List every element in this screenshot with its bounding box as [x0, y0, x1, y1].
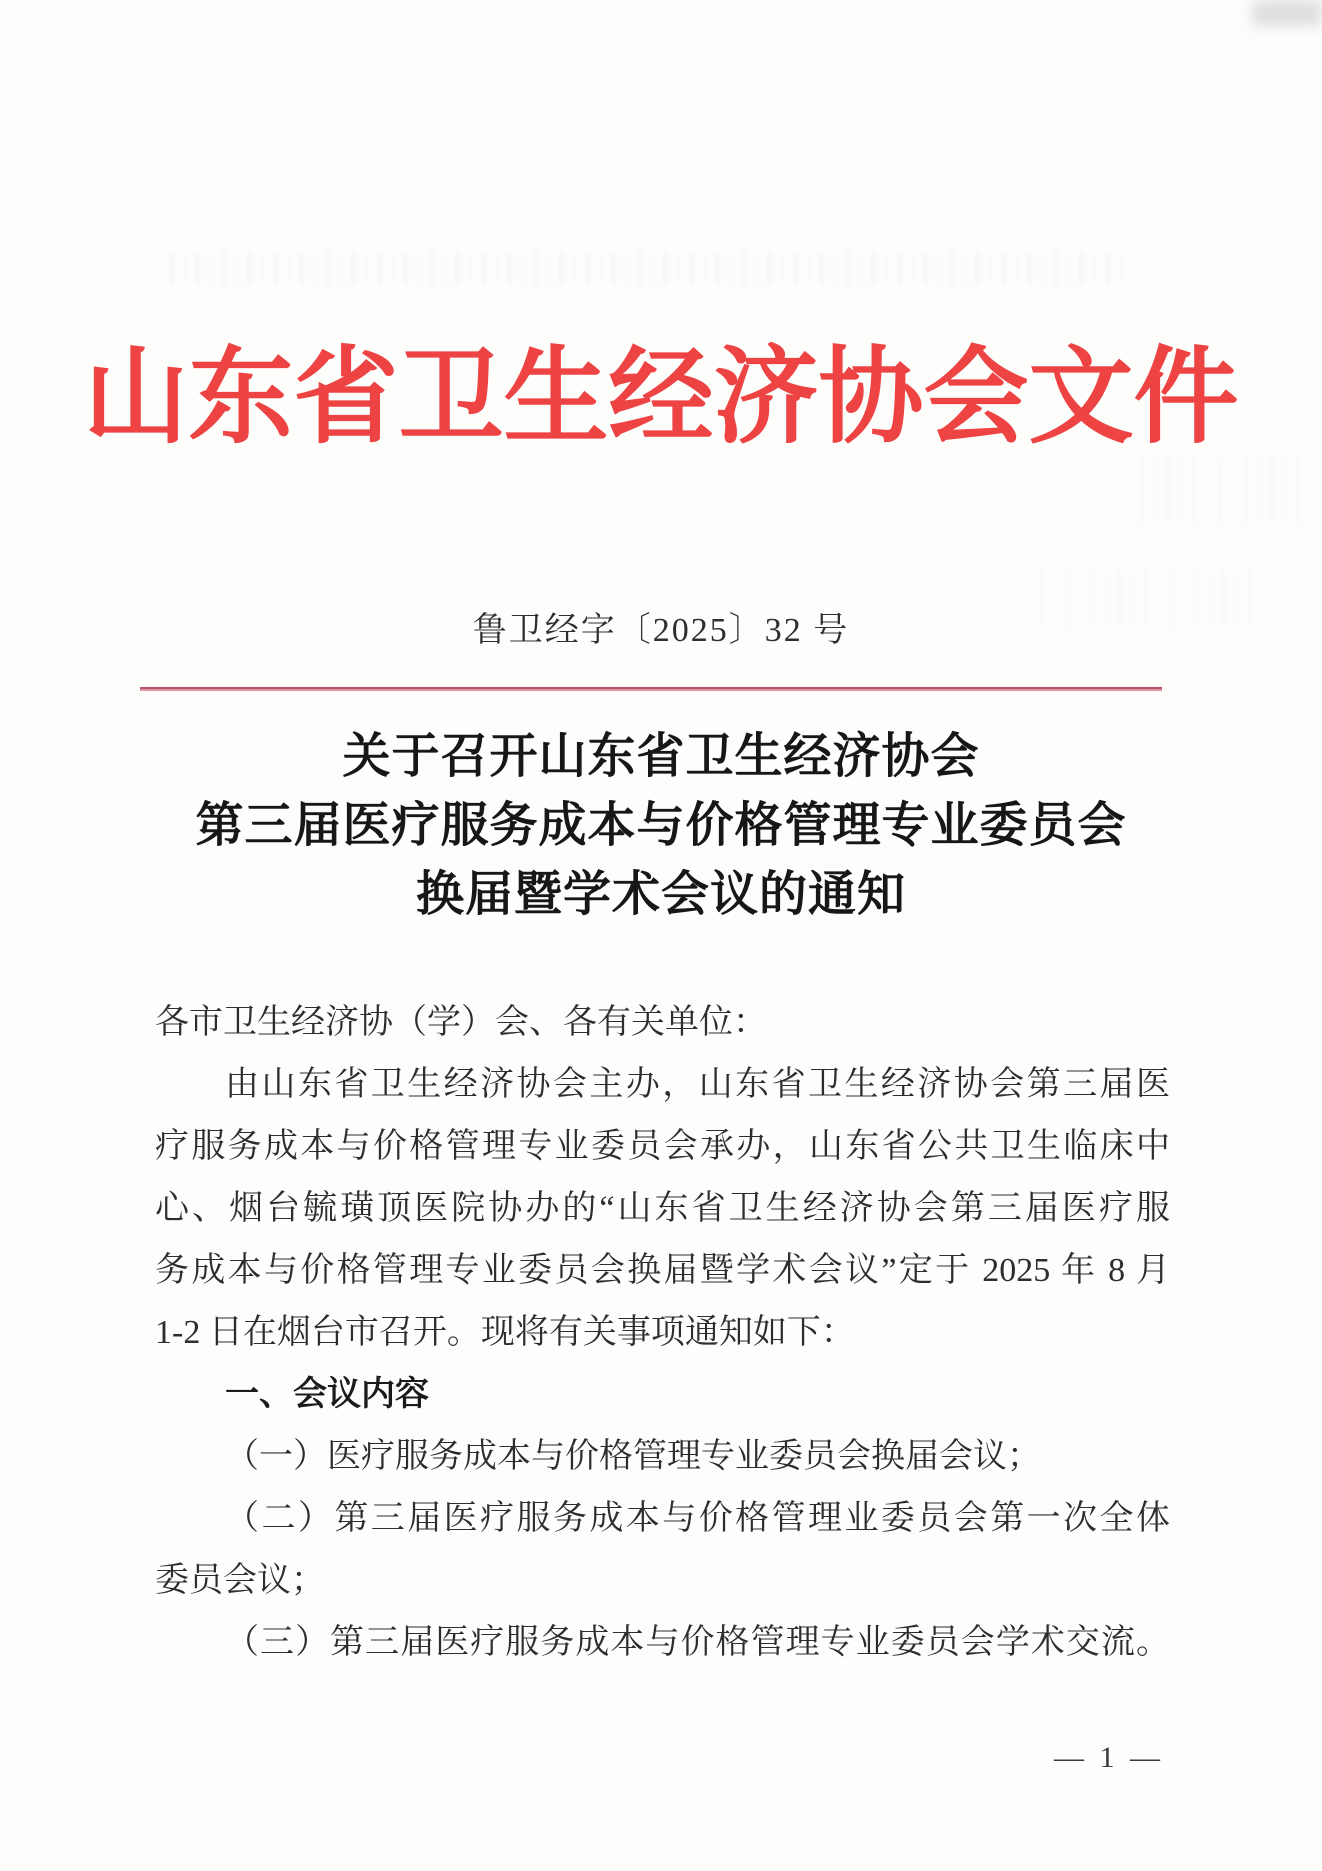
body-line: 委员会议； — [155, 1562, 325, 1599]
red-separator-line — [140, 687, 1162, 691]
body-line-salutation: 各市卫生经济协（学）会、各有关单位： — [155, 1004, 767, 1041]
body-line: 疗服务成本与价格管理专业委员会承办，山东省公共卫生临床中 — [155, 1128, 1170, 1165]
body-line-item-2: （二）第三届医疗服务成本与价格管理业委员会第一次全体 — [225, 1500, 1170, 1537]
scan-bleedthrough-artifact — [170, 252, 1130, 286]
notice-body — [155, 992, 1170, 1674]
body-section-heading: 一、会议内容 — [225, 1376, 429, 1413]
notice-title-line-1: 关于召开山东省卫生经济协会 — [342, 730, 980, 783]
body-line: 心、烟台毓璜顶医院协办的“山东省卫生经济协会第三届医疗服 — [155, 1190, 1170, 1227]
notice-title-line-3: 换届暨学术会议的通知 — [415, 868, 906, 921]
notice-title — [0, 722, 1322, 929]
body-line: 务成本与价格管理专业委员会换届暨学术会议”定于 2025 年 8 月 — [155, 1252, 1170, 1289]
document-number: 鲁卫经字〔2025〕32 号 — [472, 612, 850, 649]
body-line-item-1: （一）医疗服务成本与价格管理专业委员会换届会议； — [225, 1438, 1041, 1475]
page-number: — 1 — — [1054, 1741, 1164, 1774]
scan-corner-shadow — [1252, 0, 1322, 26]
red-letterhead-title: 山东省卫生经济协会文件 — [83, 339, 1239, 456]
notice-title-line-2: 第三届医疗服务成本与价格管理专业委员会 — [195, 799, 1127, 852]
body-line-item-3: （三）第三届医疗服务成本与价格管理专业委员会学术交流。 — [225, 1624, 1170, 1661]
body-line: 由山东省卫生经济协会主办，山东省卫生经济协会第三届医 — [225, 1066, 1170, 1103]
body-line: 1-2 日在烟台市召开。现将有关事项通知如下： — [155, 1314, 855, 1351]
